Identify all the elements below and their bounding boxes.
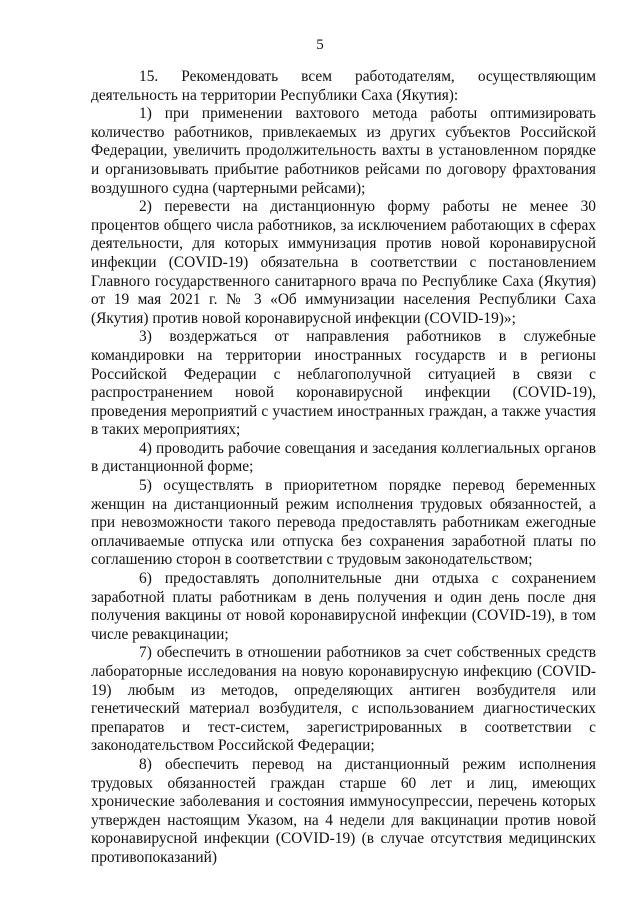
paragraph-item-1: 1) при применении вахтового метода работы оптимизировать количество работников, привлекаемых из других субъектов Российской Федерации, увеличить продолжительность вахты в установленном порядке и организовывать прибытие работников рейсами по договору фрахтования воздушного судна (чартерными рейсами); [91, 105, 596, 197]
document-body [91, 68, 596, 868]
paragraph-item-8: 8) обеспечить перевод на дистанционный режим исполнения трудовых обязанностей граждан старше 60 лет и лиц, имеющих хронические заболевания и состояния иммуносупрессии, перечень которых утвержден настоящим Указом, на 4 недели для вакцинации против новой коронавирусной инфекции (COVID-19) (в случае отсутствия медицинских противопоказаний) [91, 755, 596, 866]
paragraph-item-2: 2) перевести на дистанционную форму работы не менее 30 процентов общего числа работников, за исключением работающих в сферах деятельности, для которых иммунизация против новой коронавирусной инфекции (COVID-19) обязательна в соответствии с постановлением Главного государственного санитарного врача по Республике Саха (Якутия) от 19 мая 2021 г. № 3 «Об иммунизации населения Республики Саха (Якутия) против новой коронавирусной инфекции (COVID-19)»; [91, 198, 596, 327]
paragraph-item-3: 3) воздержаться от направления работников в служебные командировки на территории иностранных государств и в регионы Российской Федерации с неблагополучной ситуацией в связи с распространением новой коронавирусной инфекции (COVID-19), проведения мероприятий с участием иностранных граждан, а также участия в таких мероприятиях; [91, 328, 596, 439]
page-number: 5 [316, 37, 324, 53]
paragraph-15-intro: 15. Рекомендовать всем работодателям, осуществляющим деятельность на территории Республики Саха (Якутия): [91, 68, 596, 104]
paragraph-item-5: 5) осуществлять в приоритетном порядке перевод беременных женщин на дистанционный режим исполнения трудовых обязанностей, а при невозможности такого перевода предоставлять работникам ежегодные оплачиваемые отпуска или отпуска без сохранения заработной платы по соглашению сторон в соответствии с трудовым законодательством; [91, 477, 596, 569]
paragraph-item-7: 7) обеспечить в отношении работников за счет собственных средств лабораторные исследования на новую коронавирусную инфекцию (COVID-19) любым из методов, определяющих антиген возбудителя или генетический материал возбудителя, с использованием диагностических препаратов и тест-систем, зарегистрированных в соответствии с законодательством Российской Федерации; [91, 644, 596, 755]
paragraph-item-6: 6) предоставлять дополнительные дни отдыха с сохранением заработной платы работникам в день получения и один день после дня получения вакцины от новой коронавирусной инфекции (COVID-19), в том числе ревакцинации; [91, 570, 596, 643]
paragraph-item-4: 4) проводить рабочие совещания и заседания коллегиальных органов в дистанционной форме; [91, 439, 596, 476]
